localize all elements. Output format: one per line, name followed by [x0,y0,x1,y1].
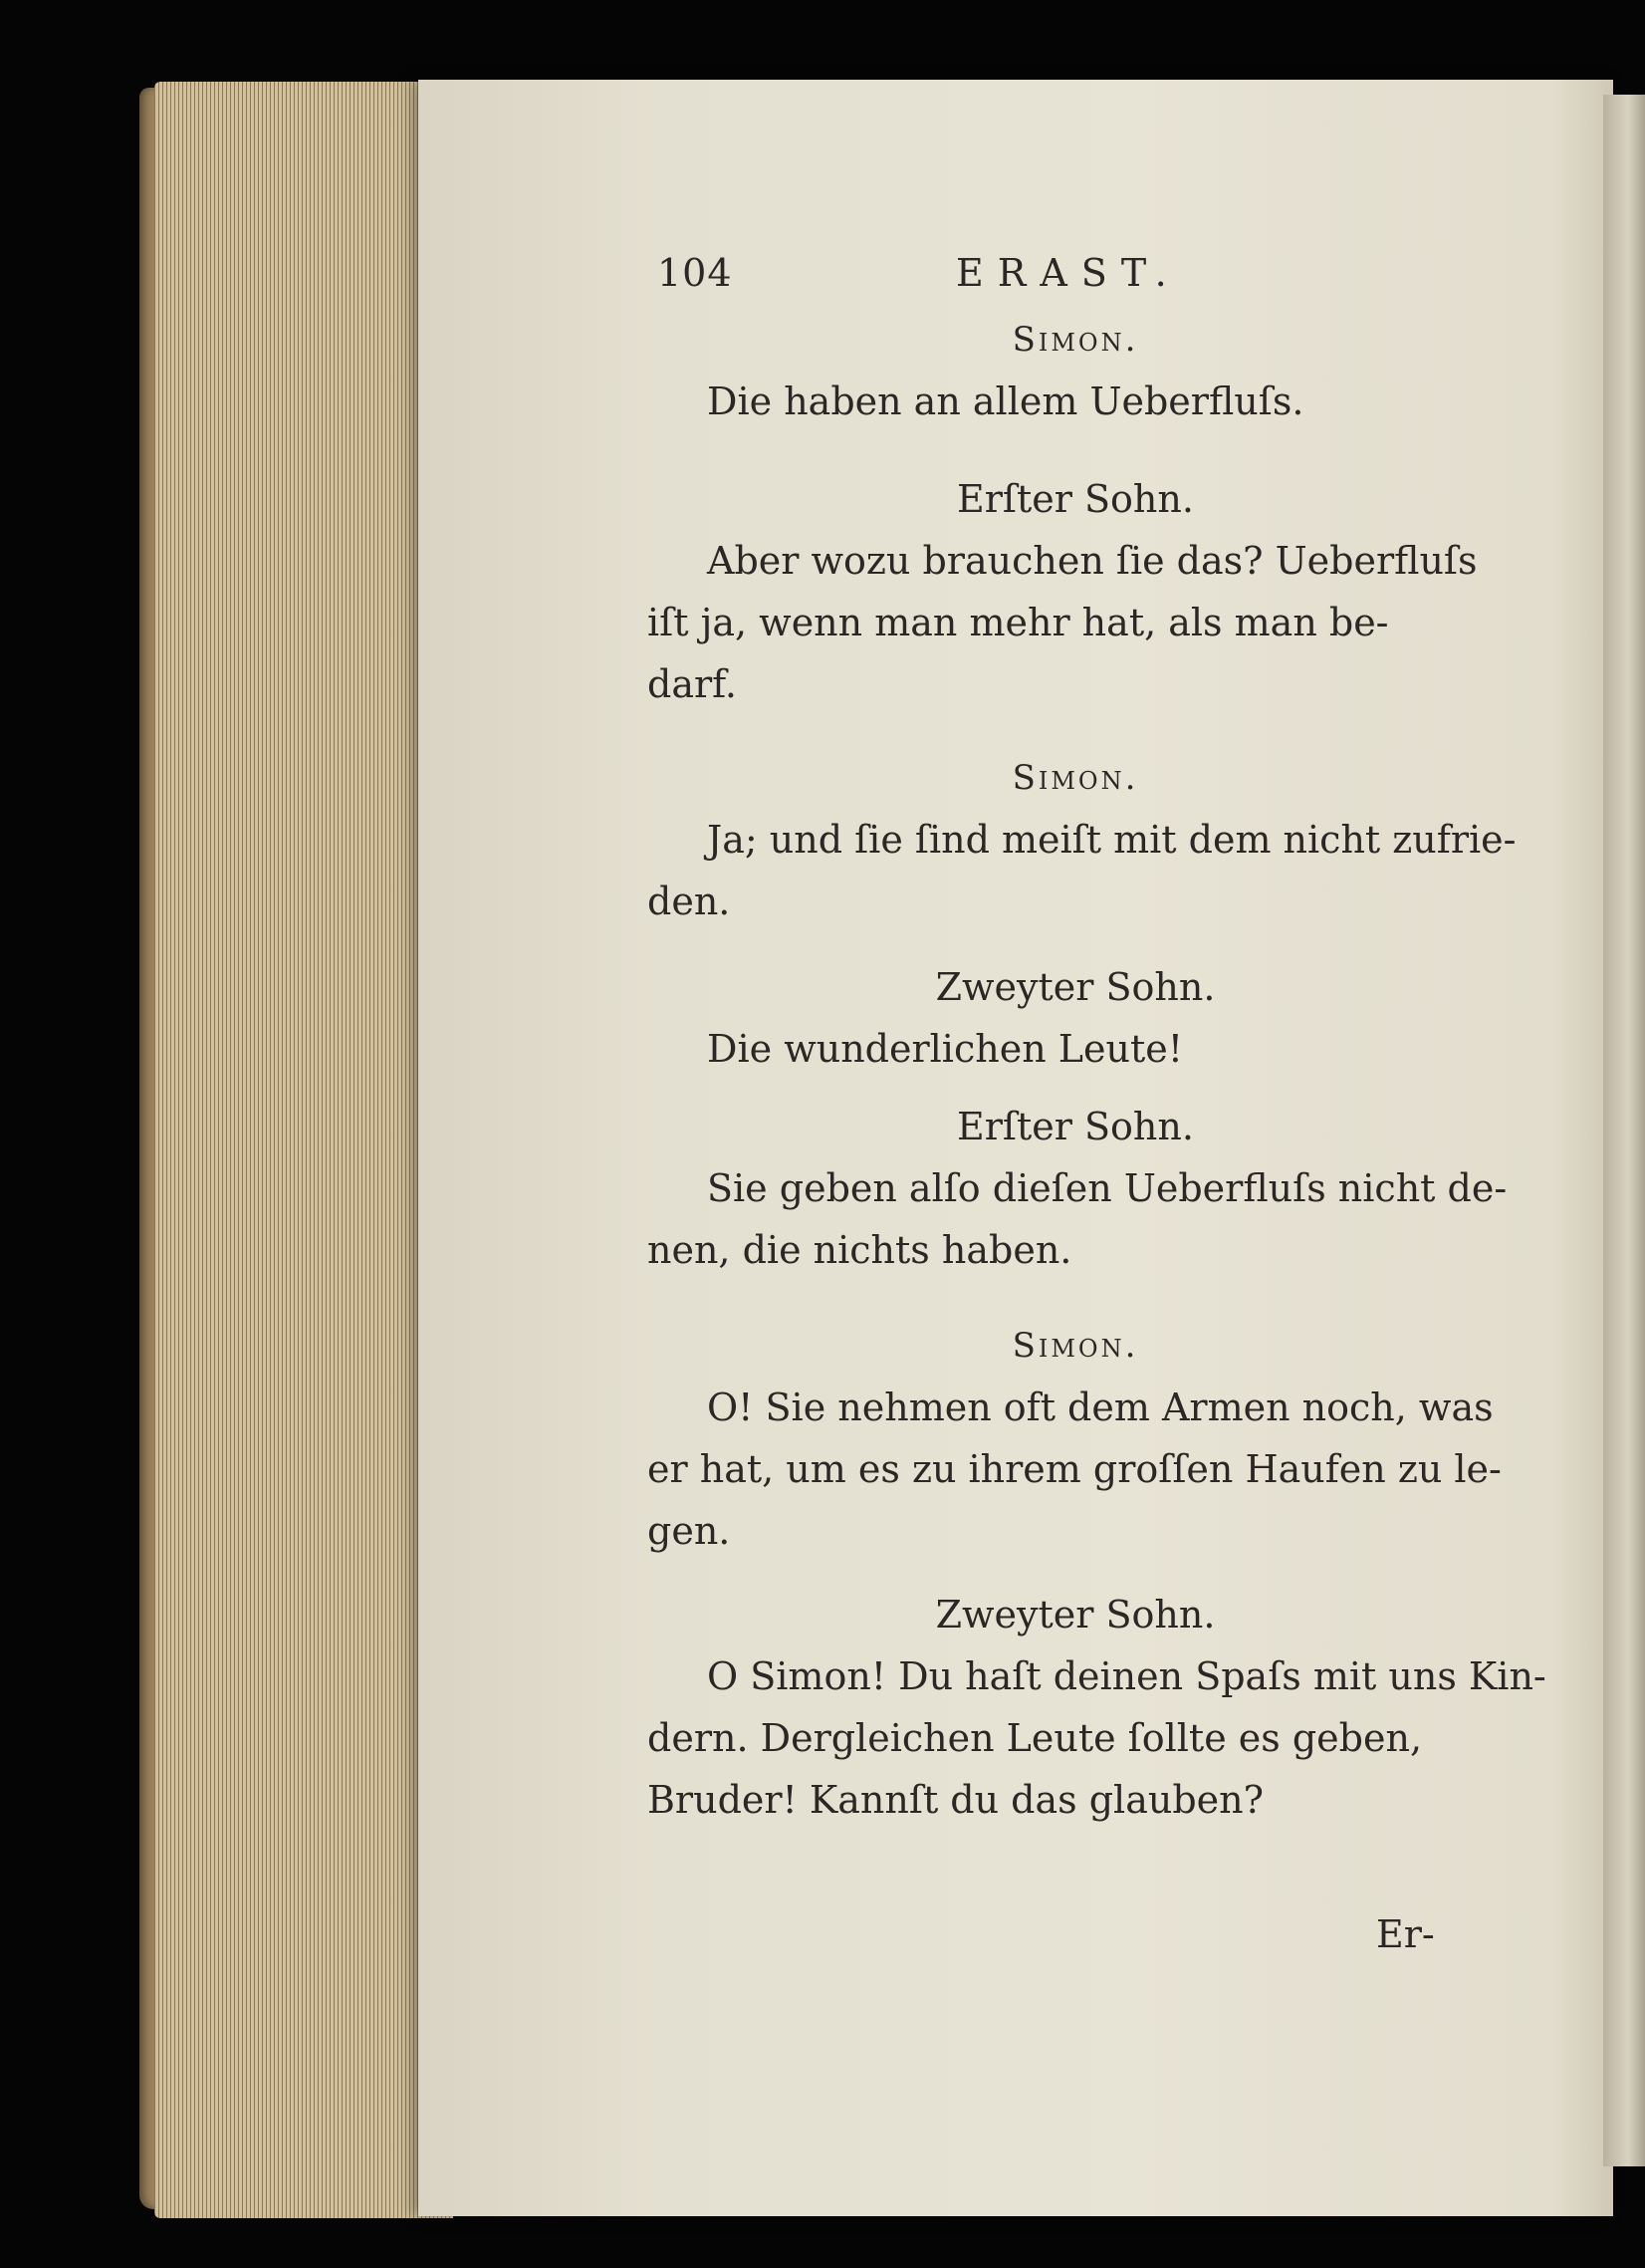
dialogue-entry [647,1584,1546,1831]
dialogue-entry [647,468,1504,715]
speaker-name: Zweyter Sohn. [935,1593,1216,1637]
dialogue-line: Sie geben alſo dieſen Ueberfluſs nicht de- [707,1166,1508,1210]
catchword: Er- [1376,1912,1435,1956]
speaker-name: Erſter Sohn. [957,477,1194,521]
page-number: 104 [657,251,733,295]
dialogue-line: darf. [647,662,737,706]
page-header [647,239,1504,309]
dialogue-line: O! Sie nehmen oft dem Armen noch, was [707,1386,1494,1429]
dialogue-line: den. [647,880,731,923]
dialogue-line: Die haben an allem Ueberfluſs. [707,379,1304,423]
dialogue-line: nen, die nichts haben. [647,1228,1072,1272]
dialogue-line: Ja; und ſie ſind meiſt mit dem nicht zufrie- [707,818,1517,862]
dialogue-line: iſt ja, wenn man mehr hat, als man be- [647,601,1389,644]
running-title: ERAST. [956,251,1181,295]
speaker-name: Simon. [1012,320,1139,360]
facing-page-edge [1603,95,1645,2166]
dialogue-entry [647,309,1504,432]
speaker-name: Zweyter Sohn. [935,965,1216,1009]
page-block-fore-edge [154,82,453,2218]
dialogue-line: Aber wozu brauchen ſie das? Ueberfluſs [707,539,1478,583]
dialogue-line: Bruder! Kannſt du das glauben? [647,1778,1265,1822]
dialogue-line: O Simon! Du haſt deinen Spaſs mit uns Kin- [707,1654,1546,1698]
speaker-name: Erſter Sohn. [957,1105,1194,1148]
dialogue-line: Die wunderlichen Leute! [707,1027,1183,1071]
dialogue-line: dern. Dergleichen Leute ſollte es geben, [647,1716,1423,1760]
dialogue-entry [647,747,1517,932]
dialogue-entry [647,1096,1508,1281]
speaker-name: Simon. [1012,1326,1139,1366]
dialogue-entry [647,1315,1504,1562]
dialogue-entry [647,956,1504,1080]
dialogue-line: gen. [647,1509,731,1553]
dialogue-line: er hat, um es zu ihrem groſſen Haufen zu le- [647,1447,1502,1491]
speaker-name: Simon. [1012,758,1139,798]
